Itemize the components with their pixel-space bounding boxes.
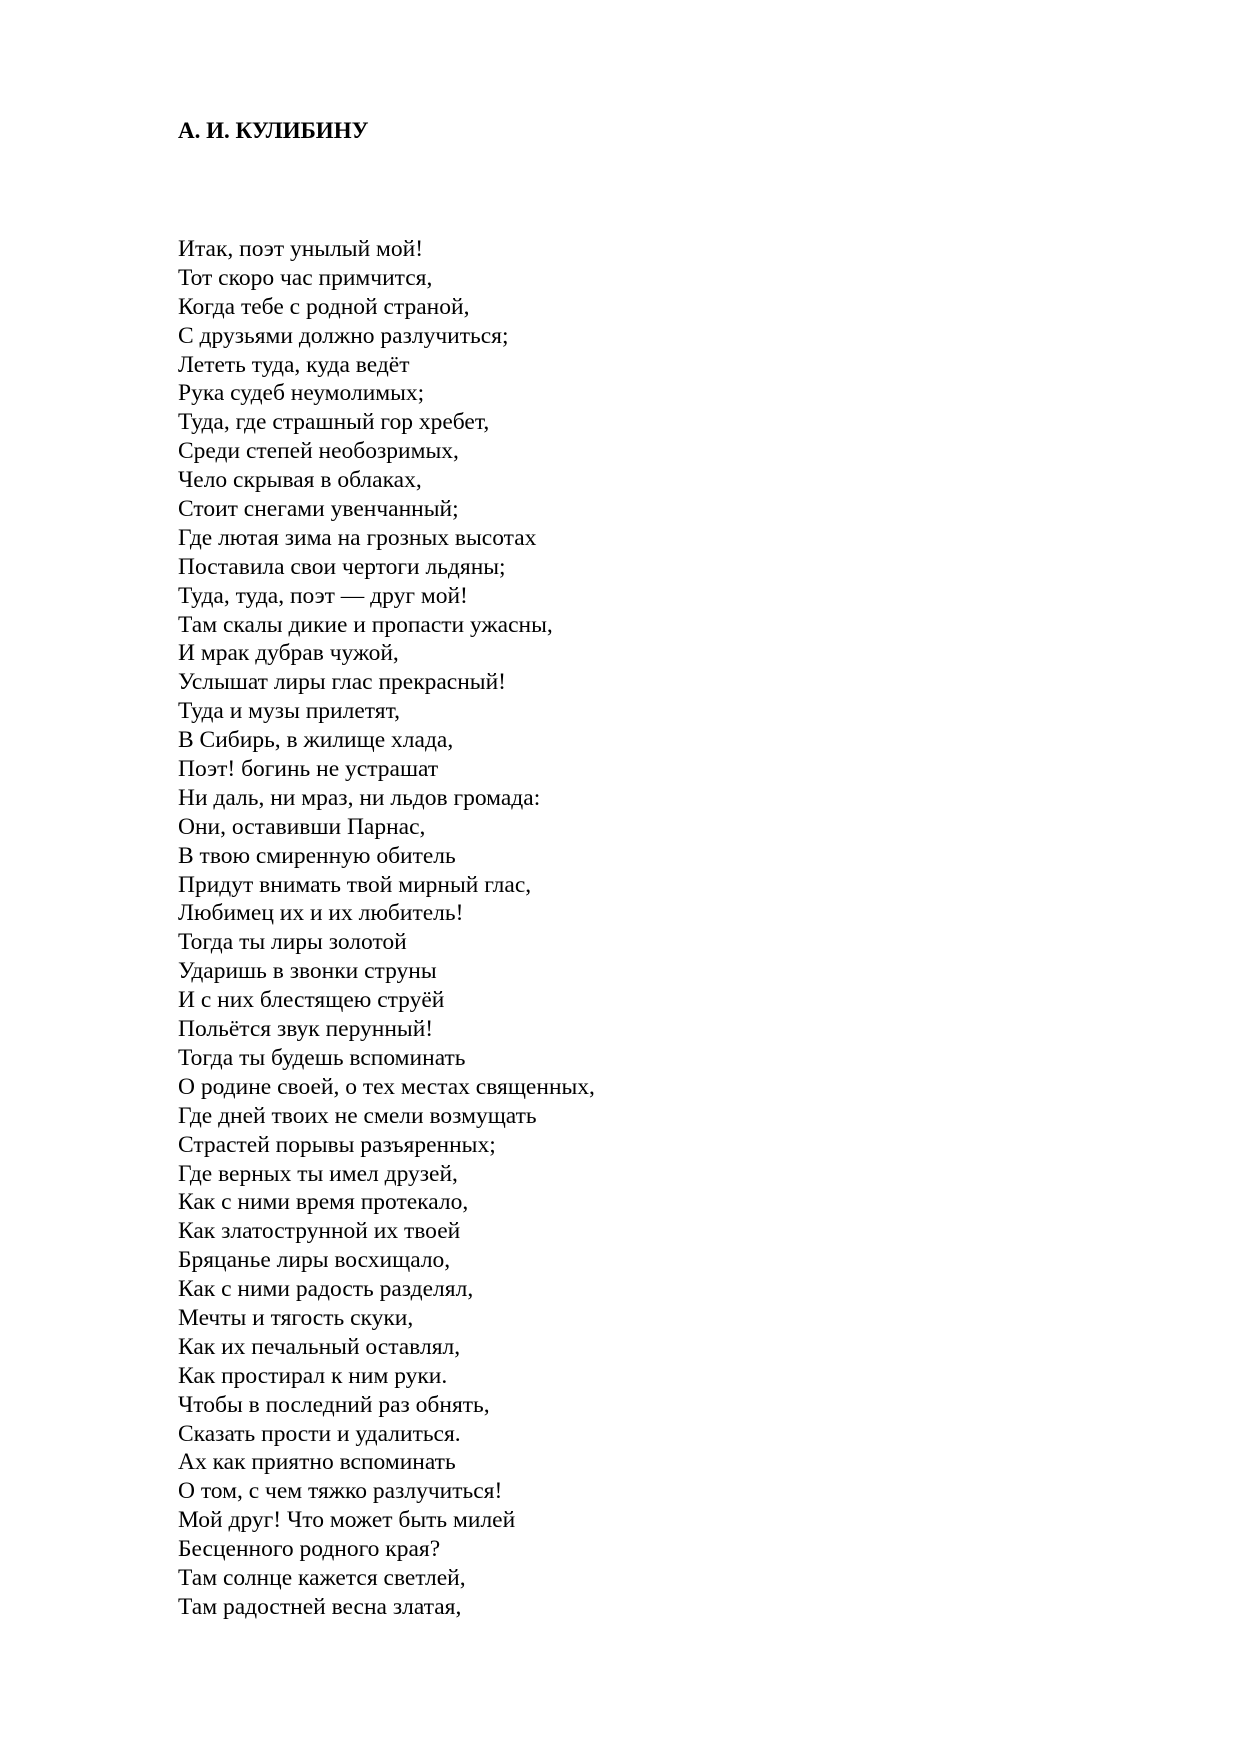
poem-line: Тогда ты будешь вспоминать — [178, 1044, 466, 1071]
poem-line: И с них блестящею струёй — [178, 987, 445, 1014]
poem-line: И мрак дубрав чужой, — [178, 640, 399, 667]
poem-line: Среди степей необозримых, — [178, 438, 459, 465]
poem-line: Бряцанье лиры восхищало, — [178, 1247, 451, 1274]
poem-line: Услышат лиры глас прекрасный! — [178, 669, 507, 696]
poem-line: Когда тебе с родной страной, — [178, 293, 470, 320]
poem-line: Где лютая зима на грозных высотах — [178, 524, 537, 551]
poem-line: Туда, туда, поэт — друг мой! — [178, 582, 468, 609]
poem-line: Чтобы в последний раз обнять, — [178, 1391, 490, 1418]
poem-line: Бесценного родного края? — [178, 1536, 441, 1563]
poem-line: Польётся звук перунный! — [178, 1016, 434, 1043]
poem-line: Лететь туда, куда ведёт — [178, 351, 410, 378]
poem-body — [178, 235, 595, 1622]
poem-line: Ударишь в звонки струны — [178, 958, 437, 985]
poem-line: Чело скрывая в облаках, — [178, 467, 422, 494]
poem-line: В Сибирь, в жилище хлада, — [178, 727, 454, 754]
poem-line: В твою смиренную обитель — [178, 842, 456, 869]
poem-line: Как простирал к ним руки. — [178, 1362, 448, 1389]
poem-line: О родине своей, о тех местах священных, — [178, 1073, 595, 1100]
poem-line: С друзьями должно разлучиться; — [178, 322, 509, 349]
poem-line: Страстей порывы разъяренных; — [178, 1131, 496, 1158]
poem-line: Тогда ты лиры золотой — [178, 929, 407, 956]
poem-line: Как с ними время протекало, — [178, 1189, 469, 1216]
poem-line: Туда и музы прилетят, — [178, 698, 400, 725]
poem-title: А. И. КУЛИБИНУ — [178, 118, 369, 143]
poem-line: О том, с чем тяжко разлучиться! — [178, 1478, 503, 1505]
poem-line: Любимец их и их любитель! — [178, 900, 464, 927]
poem-line: Там скалы дикие и пропасти ужасны, — [178, 611, 553, 638]
poem-line: Где верных ты имел друзей, — [178, 1160, 458, 1187]
poem-line: Они, оставивши Парнас, — [178, 813, 426, 840]
poem-line: Мой друг! Что может быть милей — [178, 1507, 516, 1534]
poem-line: Тот скоро час примчится, — [178, 264, 433, 291]
poem-line: Как с ними радость разделял, — [178, 1276, 474, 1303]
poem-line: Как златострунной их твоей — [178, 1218, 461, 1245]
poem-line: Как их печальный оставлял, — [178, 1333, 461, 1360]
poem-line: Сказать прости и удалиться. — [178, 1420, 461, 1447]
poem-line: Там радостней весна златая, — [178, 1593, 462, 1620]
poem-line: Ах как приятно вспоминать — [178, 1449, 456, 1476]
poem-line: Где дней твоих не смели возмущать — [178, 1102, 537, 1129]
poem-line: Поставила свои чертоги льдяны; — [178, 553, 506, 580]
poem-line: Стоит снегами увенчанный; — [178, 496, 459, 523]
poem-line: Туда, где страшный гор хребет, — [178, 409, 490, 436]
poem-line: Мечты и тягость скуки, — [178, 1304, 414, 1331]
poem-line: Поэт! богинь не устрашат — [178, 756, 439, 783]
poem-line: Рука судеб неумолимых; — [178, 380, 425, 407]
poem-line: Придут внимать твой мирный глас, — [178, 871, 532, 898]
poem-line: Итак, поэт унылый мой! — [178, 236, 424, 262]
poem-line: Там солнце кажется светлей, — [178, 1564, 466, 1591]
poem-line: Ни даль, ни мраз, ни льдов громада: — [178, 784, 541, 811]
